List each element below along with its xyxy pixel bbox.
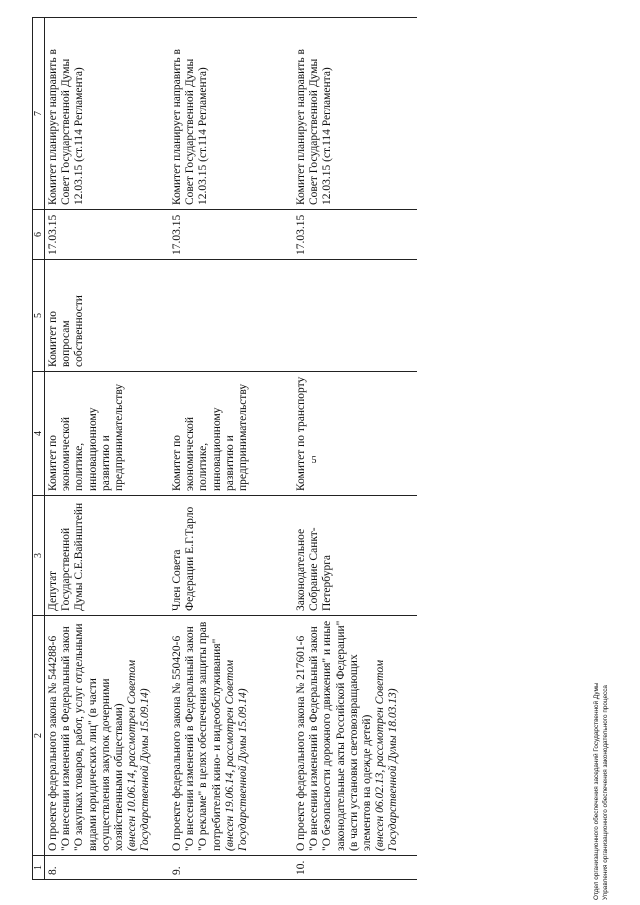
column-header: 5 xyxy=(33,260,45,372)
row-number: 10. xyxy=(293,856,417,880)
note-cell: Комитет планирует направить в Совет Государственной Думы 12.03.15 (ст.114 Регламента) xyxy=(293,18,417,210)
agenda-table xyxy=(32,17,417,880)
date-cell: 17.03.15 xyxy=(293,210,417,260)
bill-number: О проекте федерального закона № 550420-6 xyxy=(171,635,183,851)
note-cell: Комитет планирует направить в Совет Государственной Думы 12.03.15 (ст.114 Регламента) xyxy=(45,18,170,210)
table-row xyxy=(293,18,417,880)
bill-number: О проекте федерального закона № 217601-6 xyxy=(295,635,307,851)
bill-description: "О внесении изменений в Федеральный закон "О закупках товаров, работ, услуг отдельными видами юридических лиц" (в части осуществления закупок дочерними хозяйственными обществами) xyxy=(60,623,126,851)
table-row xyxy=(45,18,170,880)
bill-number: О проекте федерального закона № 544288-6 xyxy=(47,635,59,851)
bill-submission-note: (внесен 06.02.13, рассмотрен Советом Государственной Думы 18.03.13) xyxy=(374,659,400,851)
bill-title-cell xyxy=(45,616,170,856)
bill-title-cell xyxy=(169,616,293,856)
note-cell: Комитет планирует направить в Совет Государственной Думы 12.03.15 (ст.114 Регламента) xyxy=(169,18,293,210)
column-header: 2 xyxy=(33,616,45,856)
bill-submission-note: (внесен 19.06.14, рассмотрен Советом Государственной Думы 15.09.14) xyxy=(223,659,250,851)
agenda-table-page xyxy=(32,18,600,880)
co-executor-cell: Комитет по вопросам собственности xyxy=(45,260,170,372)
column-header: 1 xyxy=(33,856,45,880)
row-number: 8. xyxy=(45,856,170,880)
table-row xyxy=(169,18,293,880)
initiator-cell: Член Совета Федерации Е.Г.Тарло xyxy=(169,496,293,616)
date-cell: 17.03.15 xyxy=(45,210,170,260)
footer-directorate: Управления организационного обеспечения законодательного процесса xyxy=(602,685,609,900)
page-number: 5 xyxy=(311,455,317,466)
bill-description: "О внесении изменений в Федеральный закон "О рекламе" в целях обеспечения защиты прав потребителей кино- и видеообслуживания" xyxy=(184,621,223,851)
responsible-committee-cell: Комитет по транспорту xyxy=(293,372,417,496)
responsible-committee-cell: Комитет по экономической политике, инновационному развитию и предпринимательству xyxy=(45,372,170,496)
column-header: 3 xyxy=(33,496,45,616)
co-executor-cell xyxy=(293,260,417,372)
responsible-committee-cell: Комитет по экономической политике, инновационному развитию и предпринимательству xyxy=(169,372,293,496)
co-executor-cell xyxy=(169,260,293,372)
bill-submission-note: (внесен 10.06.14, рассмотрен Советом Государственной Думы 15.09.14) xyxy=(126,659,152,851)
column-header: 4 xyxy=(33,372,45,496)
initiator-cell: Законодательное Собрание Санкт-Петербурга xyxy=(293,496,417,616)
column-header: 6 xyxy=(33,210,45,260)
bill-description: "О внесении изменений в Федеральный закон "О безопасности дорожного движения" и иные законодательные акты Российской Федерации" (в части установки световозвращающих элементов на одежде детей) xyxy=(308,620,374,851)
page-footer xyxy=(592,600,610,900)
initiator-cell: Депутат Государственной Думы С.Е.Вайнштейн xyxy=(45,496,170,616)
table-header-row xyxy=(33,18,45,880)
footer-department: Отдел организационного обеспечения заседаний Государственной Думы xyxy=(593,682,600,900)
row-number: 9. xyxy=(169,856,293,880)
column-header: 7 xyxy=(33,18,45,210)
bill-title-cell xyxy=(293,616,417,856)
date-cell: 17.03.15 xyxy=(169,210,293,260)
